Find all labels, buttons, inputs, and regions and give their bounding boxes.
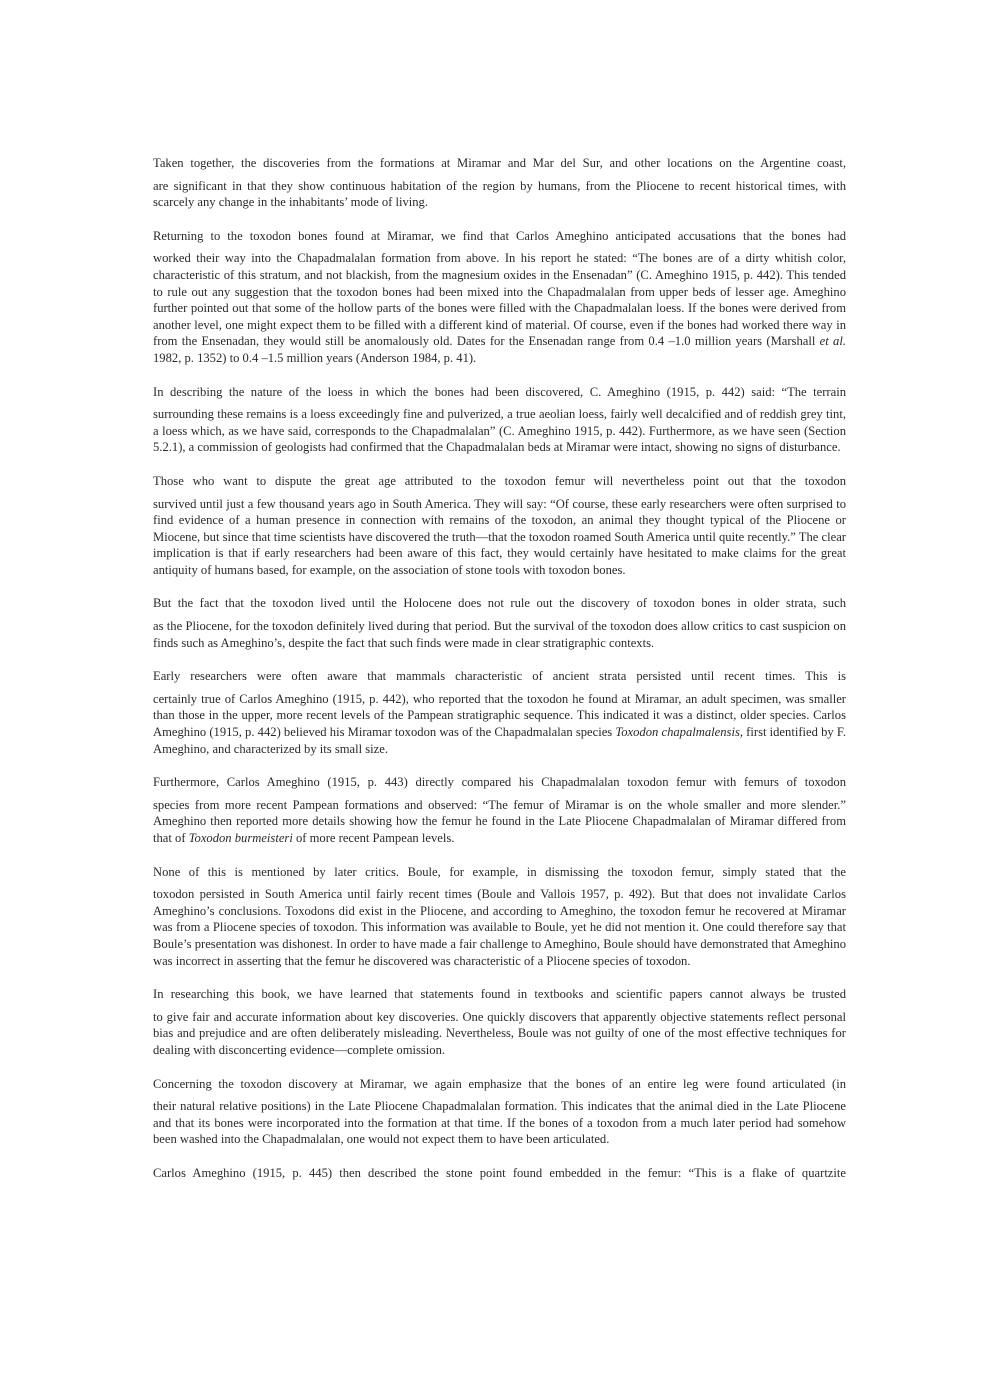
- italic-species-name: Toxodon burmeisteri: [188, 831, 293, 845]
- paragraph-11: [153, 1165, 846, 1182]
- paragraph-9: [153, 986, 846, 1058]
- paragraph-3: [153, 384, 846, 456]
- paragraph-first-line: Taken together, the discoveries from the formations at Miramar and Mar del Sur, and other locations on the Argentine coast,: [153, 156, 846, 170]
- italic-term: et al.: [819, 334, 846, 349]
- paragraph-body: are significant in that they show continuous habitation of the region by humans, from the Pliocene to recent historical times, with scarcely any change in the inhabitants’ mode of living.: [153, 178, 846, 210]
- paragraph-body: survived until just a few thousand years ago in South America. They will say: “Of course, these early researchers were often surprised to find evidence of a human presence in connection with remains of the toxodon, an animal they thought typical of the Pliocene or Miocene, but since that time scientists have discovered the truth—that the toxodon roamed South America until quite recently.” The clear implication is that if early researchers had been aware of this fact, they would certainly have hesitated to make claims for the great antiquity of humans based, for example, on the association of stone tools with toxodon bones.: [153, 496, 846, 577]
- paragraph-first-line: Carlos Ameghino (1915, p. 445) then described the stone point found embedded in the femur: “This is a flake of quartzite: [153, 1165, 846, 1180]
- paragraph-body: surrounding these remains is a loess exceedingly fine and pulverized, a true aeolian loess, fairly well decalcified and of reddish grey tint, a loess which, as we have said, corresponds to the Chapadmalalan” (C. Ameghino 1915, p. 442). Furthermore, as we have seen (Section 5.2.1), a commission of geologists had confirmed that the Chapadmalalan beds at Miramar were intact, showing no signs of disturbance.: [153, 407, 846, 455]
- paragraph-body: as the Pliocene, for the toxodon definitely lived during that period. But the survival of the toxodon does allow critics to cast suspicion on finds such as Ameghino’s, despite the fact that such finds were made in clear stratigraphic contexts.: [153, 619, 846, 650]
- paragraph-body: certainly true of Carlos Ameghino (1915, p. 442), who reported that the toxodon he found at Miramar, an adult specimen, was smaller than those in the upper, more recent levels of the Pampean stratigraphic sequence. This indicated it was a distinct, older species. Carlos Ameghino (1915, p. 442) believed his Miramar toxodon was of the Chapadmalalan species: [153, 691, 846, 740]
- paragraph-body: their natural relative positions) in the Late Pliocene Chapadmalalan formation. This indicates that the animal died in the Late Pliocene and that its bones were incorporated into the formation at that time. If the bones of a toxodon from a much later period had somehow been washed into the Chapadmalalan, one would not expect them to have been articulated.: [153, 1099, 846, 1147]
- paragraph-first-line: In describing the nature of the loess in which the bones had been discovered, C. Ameghino (1915, p. 442) said: “The terrain: [153, 384, 846, 399]
- paragraph-body-tail: of more recent Pampean levels.: [292, 831, 455, 845]
- paragraph-first-line: But the fact that the toxodon lived until the Holocene does not rule out the discovery of toxodon bones in older strata, such: [153, 596, 846, 611]
- italic-species-name: Toxodon chapalmalensis,: [615, 725, 743, 740]
- paragraph-body: to give fair and accurate information about key discoveries. One quickly discovers that apparently objective statements reflect personal bias and prejudice and are often deliberately misleading. Nevertheless, Boule was not guilty of one of the most effective techniques for dealing with disconcerting evidence—complete omission.: [153, 1009, 846, 1057]
- paragraph-6: [153, 668, 846, 757]
- paragraph-body-tail: first identified by F. Ameghino, and characterized by its small size.: [153, 725, 846, 756]
- paragraph-first-line: Early researchers were often aware that mammals characteristic of ancient strata persisted until recent times. This is: [153, 669, 846, 684]
- paragraph-5: [153, 595, 846, 651]
- paragraph-body: species from more recent Pampean formations and observed: “The femur of Miramar is on the whole smaller and more slender.” Ameghino then reported more details showing how the femur he found in the Late Pliocene Chapadmalalan of Miramar differed from that of: [153, 797, 846, 845]
- paragraph-first-line: In researching this book, we have learned that statements found in textbooks and scientific papers cannot always be trusted: [153, 987, 846, 1002]
- paragraph-2: [153, 228, 846, 367]
- paragraph-8: [153, 864, 846, 970]
- paragraph-body-tail: 1982, p. 1352) to 0.4 –1.5 million years (Anderson 1984, p. 41).: [153, 350, 477, 365]
- document-page: [153, 155, 846, 1199]
- paragraph-7: [153, 774, 846, 846]
- paragraph-first-line: Concerning the toxodon discovery at Miramar, we again emphasize that the bones of an entire leg were found articulated (in: [153, 1076, 846, 1091]
- paragraph-body: worked their way into the Chapadmalalan formation from above. In his report he stated: “The bones are of a dirty whitish color, characteristic of this stratum, and not blackish, from the magnesium oxides in the Ensenadan” (C. Ameghino 1915, p. 442). This tended to rule out any suggestion that the toxodon bones had been mixed into the Chapadmalalan from upper beds of lesser age. Ameghino further pointed out that some of the hollow parts of the bones were filled with the Chapadmalalan loess. If the bones were derived from another level, one might expect them to be filled with a different kind of material. Of course, even if the bones had worked there way in from the Ensenadan, they would still be anomalously old. Dates for the Ensenadan range from 0.4 –1.0 million years (Marshall: [153, 251, 846, 349]
- paragraph-1: [153, 155, 846, 211]
- paragraph-first-line: Returning to the toxodon bones found at Miramar, we find that Carlos Ameghino anticipated accusations that the bones had: [153, 228, 846, 243]
- paragraph-4: [153, 473, 846, 579]
- paragraph-first-line: None of this is mentioned by later critics. Boule, for example, in dismissing the toxodon femur, simply stated that the: [153, 864, 846, 879]
- paragraph-10: [153, 1076, 846, 1148]
- paragraph-first-line: Furthermore, Carlos Ameghino (1915, p. 443) directly compared his Chapadmalalan toxodon femur with femurs of toxodon: [153, 775, 846, 790]
- paragraph-first-line: Those who want to dispute the great age attributed to the toxodon femur will nevertheless point out that the toxodon: [153, 473, 846, 488]
- paragraph-body: toxodon persisted in South America until fairly recent times (Boule and Vallois 1957, p. 492). But that does not invalidate Carlos Ameghino’s conclusions. Toxodons did exist in the Pliocene, and according to Ameghino, the toxodon femur he recovered at Miramar was from a Pliocene species of toxodon. This information was available to Boule, yet he did not mention it. One could therefore say that Boule’s presentation was dishonest. In order to have made a fair challenge to Ameghino, Boule should have demonstrated that Ameghino was incorrect in asserting that the femur he discovered was characteristic of a Pliocene species of toxodon.: [153, 887, 846, 968]
